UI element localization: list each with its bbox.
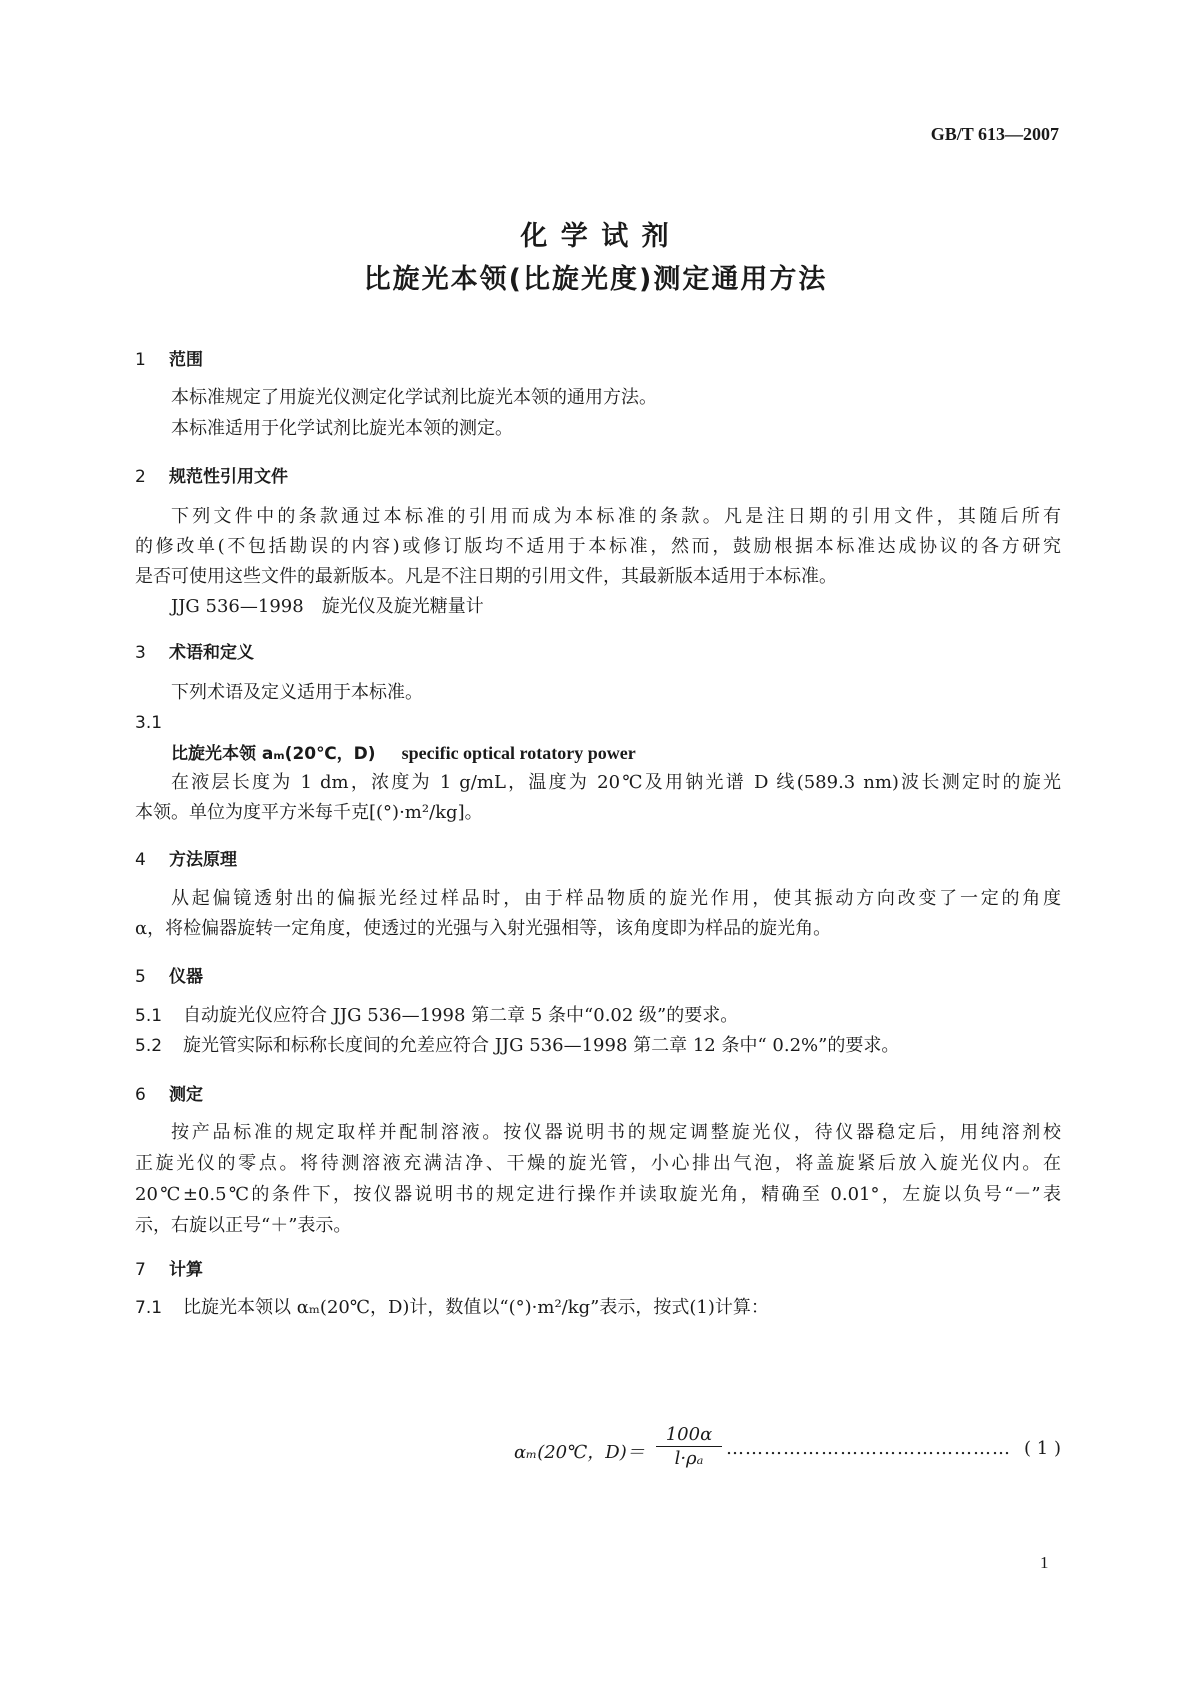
section-title: 方法原理 xyxy=(169,850,237,870)
term-entry xyxy=(171,742,1097,765)
section-number: 3 xyxy=(135,643,146,663)
section-number: 7 xyxy=(135,1260,146,1280)
paragraph-line: 20℃±0.5℃的条件下，按仪器说明书的规定进行操作并读取旋光角，精确至 0.01°，左旋以负号“－”表 xyxy=(135,1184,1061,1205)
section-number: 6 xyxy=(135,1085,146,1105)
section-5-heading xyxy=(135,962,203,987)
section-number: 1 xyxy=(135,350,146,370)
formula-numerator: 100α xyxy=(656,1424,722,1447)
paragraph: 本标准规定了用旋光仪测定化学试剂比旋光本领的通用方法。 xyxy=(171,387,657,408)
clause-number: 5.1 xyxy=(135,1006,163,1026)
section-number: 2 xyxy=(135,467,146,487)
section-6-heading xyxy=(135,1080,203,1105)
paragraph-line: 正旋光仪的零点。将待测溶液充满洁净、干燥的旋光管，小心排出气泡，将盖旋紧后放入旋光仪内。在 xyxy=(135,1153,1061,1174)
clause-5-1 xyxy=(135,1005,1061,1027)
section-title: 计算 xyxy=(169,1260,203,1280)
paragraph: 本标准适用于化学试剂比旋光本领的测定。 xyxy=(171,418,513,439)
section-1-heading xyxy=(135,345,203,370)
clause-text: 旋光管实际和标称长度间的允差应符合 JJG 536—1998 第二章 12 条中“ 0.2%”的要求。 xyxy=(183,1035,900,1056)
clause-5-2 xyxy=(135,1035,1061,1057)
section-7-heading xyxy=(135,1255,203,1280)
formula-number: ( 1 ) xyxy=(1024,1438,1061,1459)
paragraph-line: 从起偏镜透射出的偏振光经过样品时，由于样品物质的旋光作用，使其振动方向改变了一定的角度 xyxy=(171,888,1061,909)
formula-fraction xyxy=(656,1424,722,1469)
formula-1 xyxy=(514,1424,1061,1480)
formula-leader-dots: ……………………………………… xyxy=(726,1438,1011,1459)
term-english: specific optical rotatory power xyxy=(401,743,636,763)
title-line-2: 比旋光本领(比旋光度)测定通用方法 xyxy=(363,264,828,295)
paragraph-line: 的修改单(不包括勘误的内容)或修订版均不适用于本标准，然而，鼓励根据本标准达成协议的各方研究 xyxy=(135,536,1061,557)
normative-reference: JJG 536—1998 旋光仪及旋光糖量计 xyxy=(171,596,484,617)
paragraph: 下列术语及定义适用于本标准。 xyxy=(171,682,423,703)
section-number: 5 xyxy=(135,967,146,987)
clause-text: 自动旋光仪应符合 JJG 536—1998 第二章 5 条中“0.02 级”的要求。 xyxy=(183,1005,739,1026)
formula-lhs: αₘ(20℃，D)＝ xyxy=(514,1442,645,1463)
subsection-number: 3.1 xyxy=(135,713,163,733)
title-line-1: 化 学 试 剂 xyxy=(520,221,671,252)
clause-7-1 xyxy=(135,1297,1061,1319)
page-number: 1 xyxy=(1040,1553,1049,1572)
paragraph-line: 在液层长度为 1 dm，浓度为 1 g/mL，温度为 20℃及用钠光谱 D 线(589.3 nm)波长测定时的旋光 xyxy=(171,772,1061,793)
clause-number: 5.2 xyxy=(135,1036,163,1056)
standard-code: GB/T 613—2007 xyxy=(930,124,1059,144)
clause-text: 比旋光本领以 αₘ(20℃，D)计，数值以“(°)·m²/kg”表示，按式(1)计算： xyxy=(183,1297,769,1318)
paragraph-line: 是否可使用这些文件的最新版本。凡是不注日期的引用文件，其最新版本适用于本标准。 xyxy=(135,566,837,587)
section-2-heading xyxy=(135,462,288,487)
clause-number: 7.1 xyxy=(135,1298,163,1318)
formula-denominator: l·ρₐ xyxy=(674,1448,704,1469)
section-title: 测定 xyxy=(169,1085,203,1105)
paragraph-line: 示，右旋以正号“＋”表示。 xyxy=(135,1215,352,1236)
paragraph-line: α，将检偏器旋转一定角度，使透过的光强与入射光强相等，该角度即为样品的旋光角。 xyxy=(135,918,832,939)
term-chinese: 比旋光本领 aₘ(20℃，D) xyxy=(171,744,376,764)
section-3-heading xyxy=(135,638,254,663)
paragraph-line: 下列文件中的条款通过本标准的引用而成为本标准的条款。凡是注日期的引用文件，其随后所有 xyxy=(171,506,1061,527)
paragraph-line: 本领。单位为度平方米每千克[(°)·m²/kg]。 xyxy=(135,802,483,823)
section-title: 仪器 xyxy=(169,967,203,987)
section-title: 规范性引用文件 xyxy=(169,467,288,487)
section-title: 术语和定义 xyxy=(169,643,254,663)
section-number: 4 xyxy=(135,850,146,870)
section-title: 范围 xyxy=(169,350,203,370)
section-4-heading xyxy=(135,845,237,870)
paragraph-line: 按产品标准的规定取样并配制溶液。按仪器说明书的规定调整旋光仪，待仪器稳定后，用纯溶剂校 xyxy=(171,1122,1061,1143)
